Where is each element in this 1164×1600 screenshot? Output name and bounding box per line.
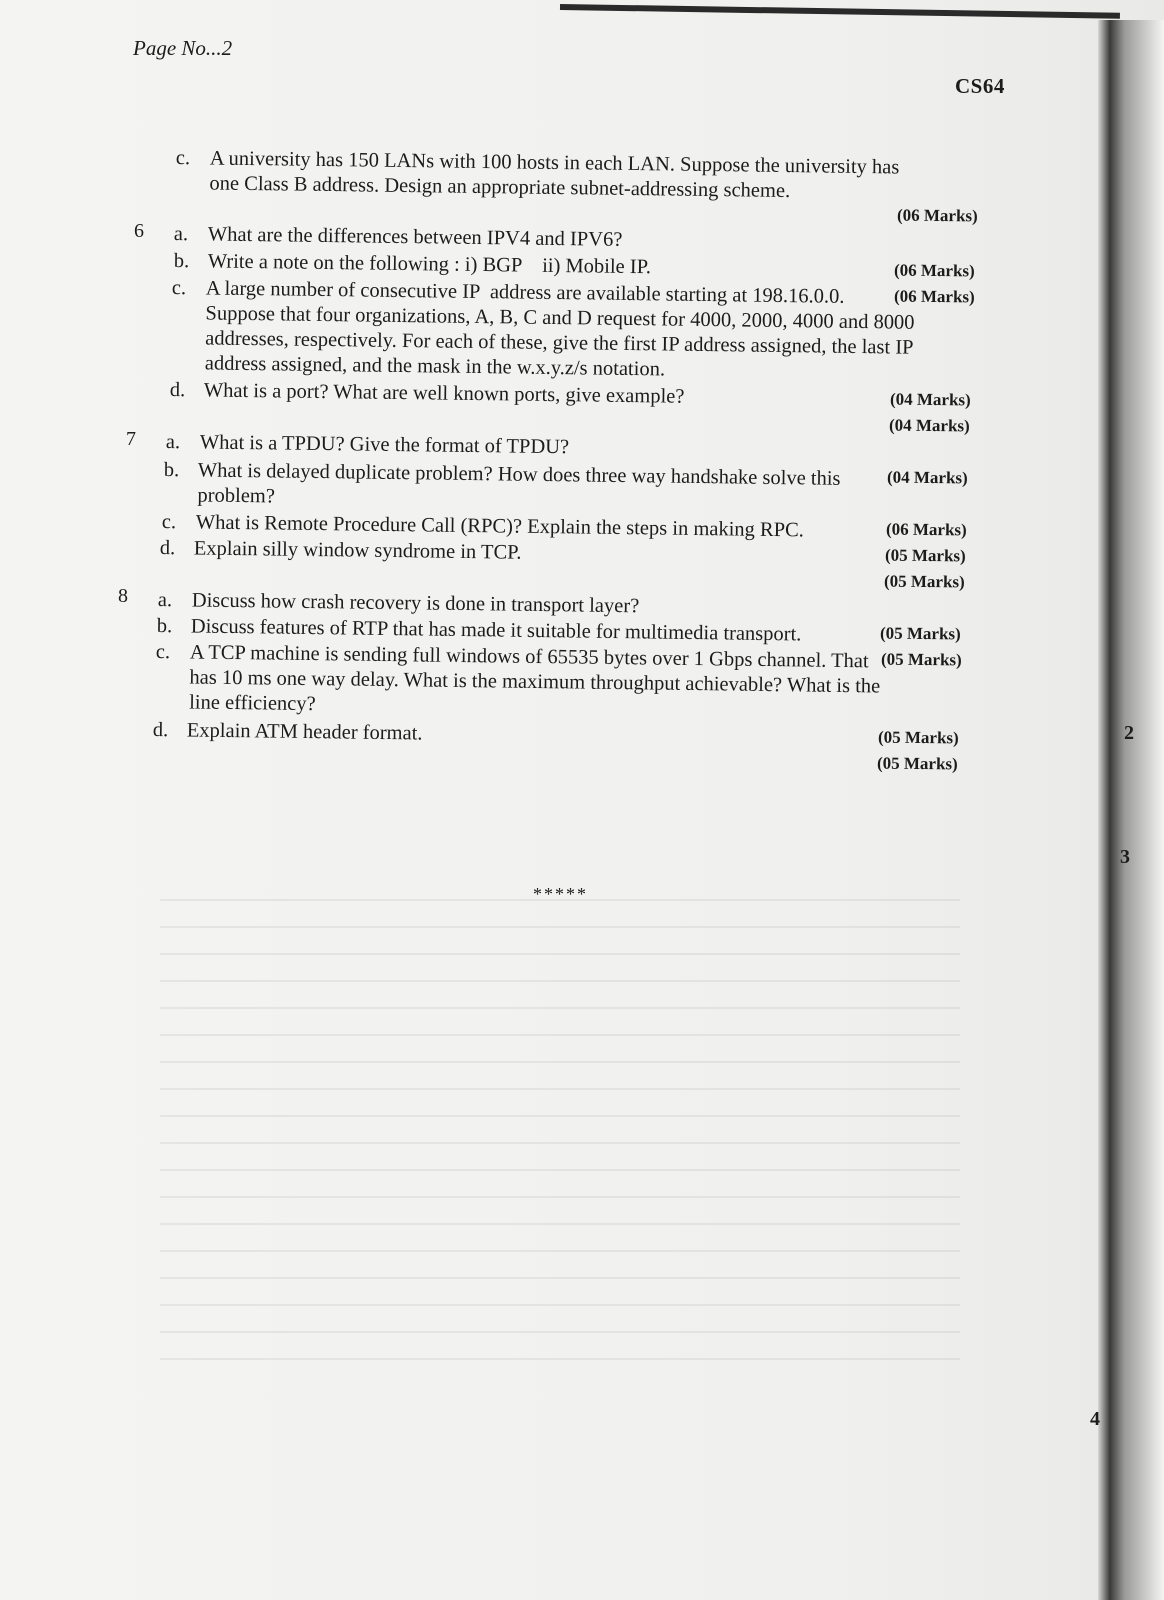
question-line: Explain silly window syndrome in TCP.: [193, 537, 522, 564]
question-5c: [175, 146, 996, 207]
marks: (06 Marks): [893, 260, 975, 281]
page-binding-shadow: [1098, 20, 1164, 1600]
margin-number: 4: [1090, 1408, 1100, 1430]
marks: (06 Marks): [893, 286, 975, 307]
question-line: Write a note on the following : i) BGP ii) Mobile IP.: [207, 250, 652, 279]
marks: (05 Marks): [880, 649, 962, 670]
marks: (05 Marks): [879, 623, 961, 644]
question-line: A TCP machine is sending full windows of 65535 bytes over 1 Gbps channel. That: [189, 641, 869, 673]
marks: (04 Marks): [888, 415, 970, 436]
question-line: line efficiency?: [189, 691, 316, 716]
question-number: 7: [126, 428, 136, 450]
marks: (05 Marks): [883, 571, 965, 592]
item-label: b.: [156, 614, 173, 638]
item-label: a.: [173, 222, 189, 246]
question-number: 8: [118, 585, 128, 607]
question-line: problem?: [197, 484, 276, 508]
item-label: c.: [161, 510, 177, 534]
marks: (06 Marks): [885, 519, 967, 540]
question-line: Discuss how crash recovery is done in transport layer?: [191, 589, 640, 618]
item-label: d.: [152, 718, 169, 742]
item-label: b.: [173, 249, 190, 273]
question-line: addresses, respectively. For each of these, give the first IP address assigned, the last IP: [205, 327, 914, 359]
question-line: has 10 ms one way delay. What is the maximum throughput achievable? What is the: [189, 666, 881, 698]
question-number: 6: [134, 220, 144, 242]
marks: (04 Marks): [889, 389, 971, 410]
marks: (05 Marks): [877, 727, 959, 748]
course-code: CS64: [955, 74, 1005, 98]
item-label: c.: [171, 276, 187, 300]
question-line: A large number of consecutive IP address are available starting at 198.16.0.0.: [205, 277, 845, 308]
question-line: What are the differences between IPV4 and IPV6?: [207, 223, 623, 251]
question-line: Discuss features of RTP that has made it suitable for multimedia transport.: [190, 615, 802, 646]
item-label: a.: [157, 588, 173, 612]
question-line: What is Remote Procedure Call (RPC)? Explain the steps in making RPC.: [195, 511, 805, 542]
question-8c: [155, 640, 976, 726]
page-number: Page No...2: [133, 36, 233, 60]
marks: (05 Marks): [884, 545, 966, 566]
item-label: a.: [165, 430, 181, 454]
question-line: one Class B address. Design an appropriate subnet-addressing scheme.: [209, 172, 791, 203]
item-label: c.: [175, 146, 191, 170]
bleed-through-area: [160, 880, 960, 1360]
question-6c: [171, 276, 992, 387]
item-label: d.: [159, 536, 176, 560]
question-line: What is a TPDU? Give the format of TPDU?: [199, 431, 570, 459]
question-line: A university has 150 LANs with 100 hosts in each LAN. Suppose the university has: [209, 147, 900, 179]
margin-number: 2: [1124, 722, 1134, 744]
marks: (06 Marks): [896, 205, 978, 226]
margin-number: 3: [1120, 846, 1130, 868]
question-line: Explain ATM header format.: [186, 719, 423, 745]
question-line: Suppose that four organizations, A, B, C and D request for 4000, 2000, 4000 and 8000: [205, 302, 915, 334]
question-line: What is delayed duplicate problem? How does three way handshake solve this: [197, 459, 841, 490]
item-label: c.: [155, 640, 171, 664]
question-line: address assigned, and the mask in the w.x.y.z/s notation.: [204, 352, 666, 381]
item-label: b.: [163, 458, 180, 482]
question-7b: [163, 458, 984, 519]
item-label: d.: [169, 378, 186, 402]
scan-edge: [560, 4, 1120, 19]
question-line: What is a port? What are well known ports, give example?: [203, 379, 685, 408]
marks: (05 Marks): [876, 753, 958, 774]
end-separator: *****: [533, 884, 588, 904]
marks: (04 Marks): [886, 467, 968, 488]
